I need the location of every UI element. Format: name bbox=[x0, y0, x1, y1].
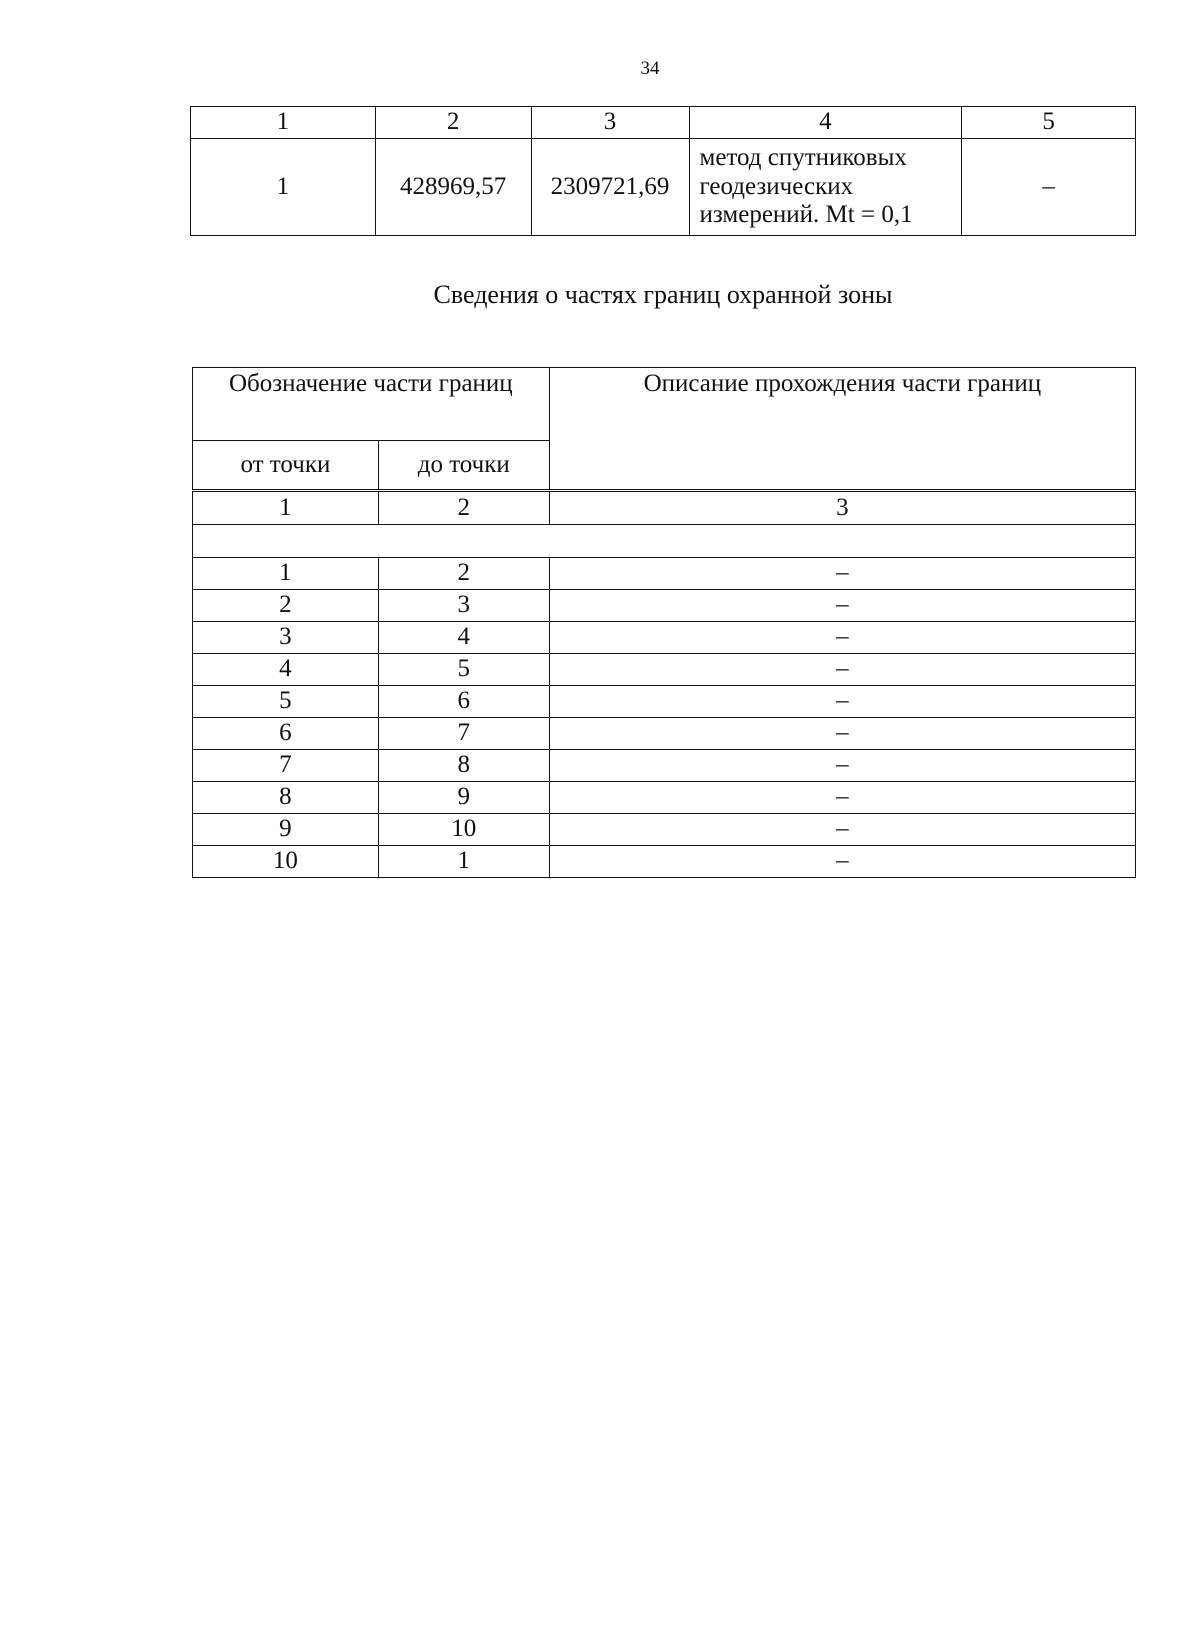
to-point-header: до точки bbox=[378, 441, 549, 491]
table-row bbox=[193, 750, 1136, 782]
to-point-cell: 9 bbox=[378, 782, 549, 814]
description-cell: – bbox=[549, 686, 1135, 718]
table-row bbox=[193, 814, 1136, 846]
note-cell: – bbox=[962, 139, 1136, 236]
description-cell: – bbox=[549, 590, 1135, 622]
page-number: 34 bbox=[640, 58, 660, 79]
column-number-cell: 4 bbox=[689, 107, 962, 139]
description-cell: – bbox=[549, 814, 1135, 846]
column-number-cell: 5 bbox=[962, 107, 1136, 139]
column-number-cell: 3 bbox=[549, 491, 1135, 525]
to-point-cell: 5 bbox=[378, 654, 549, 686]
x-coordinate-cell: 428969,57 bbox=[375, 139, 531, 236]
from-point-cell: 8 bbox=[193, 782, 379, 814]
to-point-cell: 6 bbox=[378, 686, 549, 718]
coordinates-table bbox=[190, 106, 1136, 236]
to-point-cell: 3 bbox=[378, 590, 549, 622]
to-point-cell: 1 bbox=[378, 846, 549, 878]
blank-cell bbox=[193, 525, 1136, 558]
section-title: Сведения о частях границ охранной зоны bbox=[433, 280, 893, 309]
y-coordinate-cell: 2309721,69 bbox=[531, 139, 689, 236]
description-cell: – bbox=[549, 750, 1135, 782]
to-point-cell: 10 bbox=[378, 814, 549, 846]
from-point-cell: 9 bbox=[193, 814, 379, 846]
column-number-cell: 3 bbox=[531, 107, 689, 139]
description-cell: – bbox=[549, 558, 1135, 590]
table-row bbox=[193, 718, 1136, 750]
parts-table-header-row bbox=[193, 368, 1136, 441]
to-point-cell: 8 bbox=[378, 750, 549, 782]
parts-table-blank-row bbox=[193, 525, 1136, 558]
table-row bbox=[193, 846, 1136, 878]
column-number-cell: 2 bbox=[378, 491, 549, 525]
to-point-cell: 7 bbox=[378, 718, 549, 750]
point-number-cell: 1 bbox=[191, 139, 376, 236]
from-point-cell: 7 bbox=[193, 750, 379, 782]
column-number-cell: 1 bbox=[191, 107, 376, 139]
from-point-cell: 1 bbox=[193, 558, 379, 590]
column-number-cell: 1 bbox=[193, 491, 379, 525]
from-point-cell: 6 bbox=[193, 718, 379, 750]
description-cell: – bbox=[549, 622, 1135, 654]
table-row bbox=[193, 782, 1136, 814]
boundary-part-description-header: Описание прохождения части границ bbox=[549, 368, 1135, 491]
column-number-cell: 2 bbox=[375, 107, 531, 139]
table-row bbox=[193, 622, 1136, 654]
to-point-cell: 4 bbox=[378, 622, 549, 654]
from-point-header: от точки bbox=[193, 441, 379, 491]
method-line: измерений. Mt = 0,1 bbox=[699, 201, 913, 229]
description-cell: – bbox=[549, 718, 1135, 750]
table-row bbox=[193, 558, 1136, 590]
description-cell: – bbox=[549, 654, 1135, 686]
description-cell: – bbox=[549, 846, 1135, 878]
method-cell bbox=[689, 139, 962, 236]
from-point-cell: 4 bbox=[193, 654, 379, 686]
from-point-cell: 10 bbox=[193, 846, 379, 878]
coordinates-table-row bbox=[191, 139, 1136, 236]
method-line: метод спутниковых bbox=[699, 143, 907, 171]
from-point-cell: 3 bbox=[193, 622, 379, 654]
from-point-cell: 5 bbox=[193, 686, 379, 718]
table-row bbox=[193, 654, 1136, 686]
method-line: геодезических bbox=[699, 172, 854, 200]
description-cell: – bbox=[549, 782, 1135, 814]
coordinates-table-header-row bbox=[191, 107, 1136, 139]
table-row bbox=[193, 686, 1136, 718]
table-row bbox=[193, 590, 1136, 622]
to-point-cell: 2 bbox=[378, 558, 549, 590]
parts-table-column-numbers-row bbox=[193, 491, 1136, 525]
from-point-cell: 2 bbox=[193, 590, 379, 622]
boundary-parts-table bbox=[192, 367, 1136, 878]
boundary-part-designation-header: Обозначение части границ bbox=[193, 368, 550, 441]
